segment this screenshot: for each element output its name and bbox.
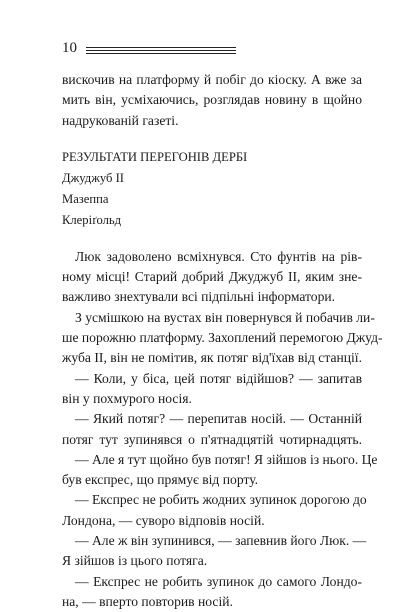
text-line: ному місці! Старий добрий Джуджуб ІІ, яким зне- [62, 269, 362, 285]
header-rule [86, 53, 236, 54]
paragraph [62, 247, 362, 308]
text-line: З усмішкою на вустах він повернувся й побачив ли- [75, 309, 375, 325]
horse-name: Клеріґольд [62, 212, 122, 227]
horse-name: Мазеппа [62, 191, 109, 206]
text-line: Люк задоволено всміхнувся. Сто фунтів на рів- [75, 248, 362, 264]
text-line: Я зійшов із цього потяга. [62, 553, 208, 569]
text-line: — Експрес не робить зупинок до самого Лондо- [75, 573, 362, 589]
text-line: потяг тут зупинявся о п'ятнадцятій чотирнадцять. [62, 431, 362, 447]
text-line: важливо знехтували всі підпільні інформатори. [62, 289, 336, 305]
paragraph [62, 70, 362, 131]
body-text [62, 70, 383, 612]
text-line: — Експрес не робить жодних зупинок дорогою до [75, 492, 367, 508]
text-line: — Але я тут щойно був потяг! Я зійшов із нього. Це [75, 451, 378, 467]
text-line: був експрес, що прямує від порту. [62, 472, 259, 488]
paragraph [62, 572, 362, 612]
text-line: — Але ж він зупинився, — запевнив його Люк. — [75, 533, 367, 549]
text-line: ше порожню платформу. Захоплений перемогою Джуд- [62, 330, 383, 346]
text-line: мить він, усміхаючись, розглядав новину в щойно [62, 92, 362, 108]
header-rule [86, 50, 236, 51]
race-results [62, 147, 362, 231]
paragraph [62, 308, 383, 369]
results-heading: РЕЗУЛЬТАТИ ПЕРЕГОНІВ ДЕРБІ [62, 149, 248, 164]
text-line: — Який потяг? — перепитав носій. — Останній [75, 411, 362, 427]
horse-name: Джуджуб ІІ [62, 170, 124, 185]
paragraph [62, 531, 367, 572]
page-number: 10 [62, 40, 77, 56]
text-line: надрукованій газеті. [62, 112, 179, 128]
text-line: на, — вперто повторив носій. [62, 593, 233, 609]
paragraph [62, 490, 367, 531]
text-line: — Коли, у біса, цей потяг відійшов? — запитав [75, 370, 362, 386]
paragraph [62, 409, 378, 490]
header-rule [86, 47, 236, 48]
text-line: він у похмурого носія. [62, 390, 192, 406]
text-line: жуба ІІ, він не помітив, як потяг від'їхав від станції. [62, 350, 362, 366]
text-line: вискочив на платформу й побіг до кіоску. А вже за [62, 72, 362, 87]
page-header [62, 38, 242, 58]
text-line: Лондона, — суворо відповів носій. [62, 512, 265, 528]
paragraph [62, 369, 362, 410]
